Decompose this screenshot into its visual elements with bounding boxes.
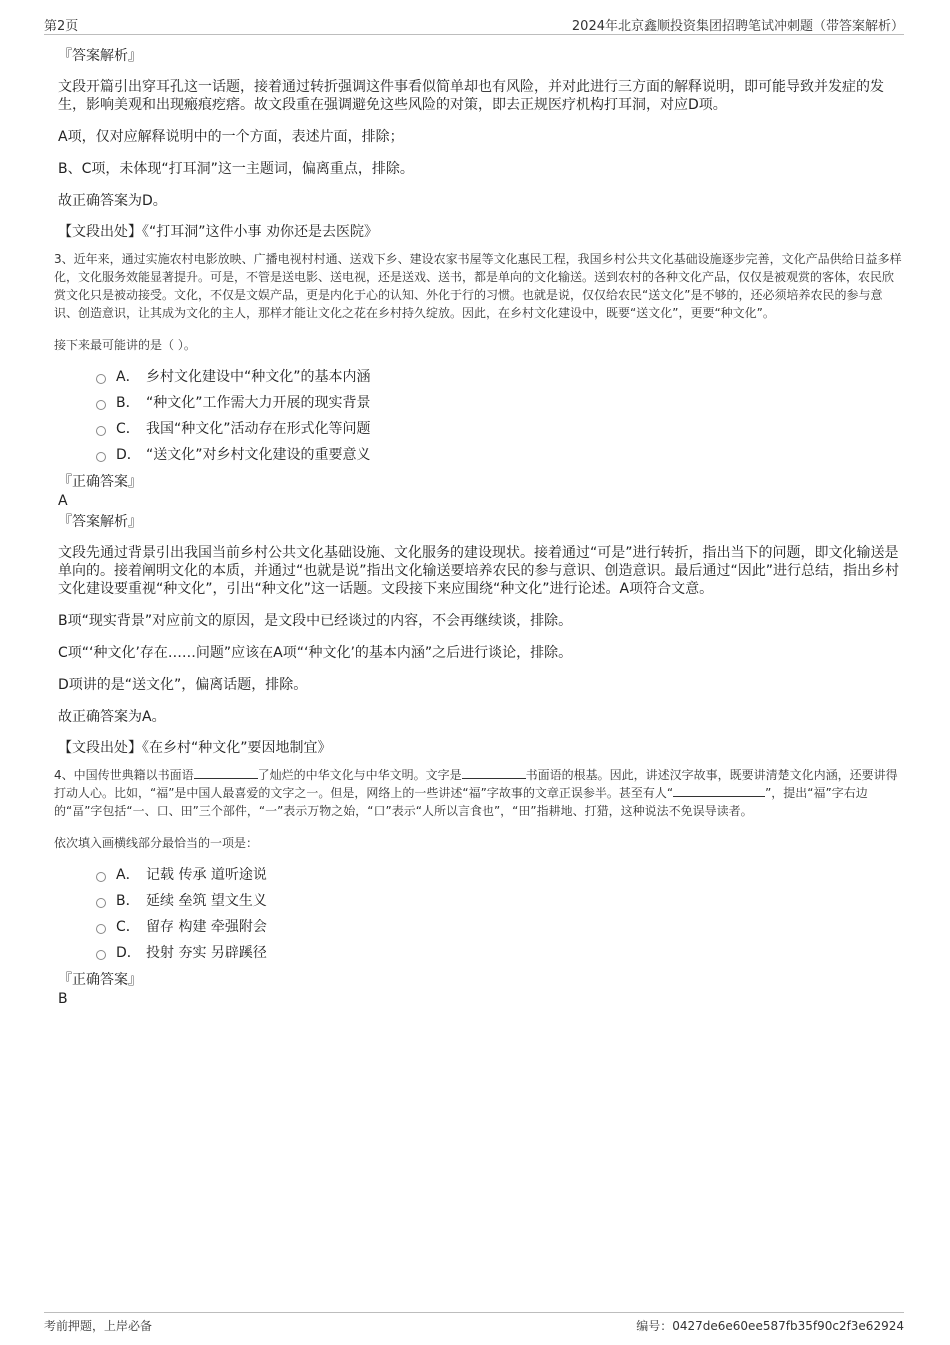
page-content — [54, 40, 902, 1008]
option-b[interactable] — [96, 888, 902, 914]
radio-icon[interactable] — [96, 426, 106, 436]
analysis-paragraph: B、C项，未体现“打耳洞”这一主题词，偏离重点，排除。 — [58, 161, 414, 177]
question-3-text: 3、近年来，通过实施农村电影放映、广播电视村村通、送戏下乡、建设农家书屋等文化惠民工程，我国乡村公共文化基础设施逐步完善，文化产品供给日益多样化，文化服务效能显著提升。可是，不管是送电影、送电视，还是送戏、送书，都是单向的文化输送。送到农村的各种文化产品，仅仅是被观赏的客体，农民欣赏文化只是被动接受。文化，不仅是文娱产品，更是内化于心的认知、外化于行的习惯。也就是说，仅仅给农民“送文化”是不够的，还必须培养农民的参与意识、创造意识，让其成为文化的主人，那样才能让文化之花在乡村持久绽放。因此，在乡村文化建设中，既要“送文化”，更要“种文化”。 — [54, 252, 902, 320]
analysis-paragraph: A项，仅对应解释说明中的一个方面，表述片面，排除； — [58, 129, 404, 145]
question-4-options — [96, 862, 902, 966]
radio-icon[interactable] — [96, 452, 106, 462]
option-text: 留存 构建 牵强附会 — [146, 919, 267, 935]
radio-icon[interactable] — [96, 898, 106, 908]
radio-icon[interactable] — [96, 950, 106, 960]
option-text: 我国“种文化”活动存在形式化等问题 — [146, 421, 371, 437]
option-c[interactable] — [96, 416, 902, 442]
option-letter: A． — [116, 369, 140, 385]
option-text: “种文化”工作需大力开展的现实背景 — [146, 395, 371, 411]
option-letter: A． — [116, 867, 140, 883]
analysis-paragraph: 故正确答案为D。 — [58, 193, 167, 209]
blank-1 — [194, 766, 258, 779]
question-3-options — [96, 364, 902, 468]
passage-source: 【文段出处】《在乡村“种文化”要因地制宜》 — [58, 740, 332, 756]
correct-answer: B — [58, 991, 68, 1007]
passage-source: 【文段出处】《“打耳洞”这件小事 劝你还是去医院》 — [58, 224, 378, 240]
option-text: 乡村文化建设中“种文化”的基本内涵 — [146, 369, 371, 385]
correct-answer-label: 『正确答案』 — [58, 474, 142, 490]
footer-slogan: 考前押题，上岸必备 — [44, 1319, 153, 1333]
analysis-paragraph: 故正确答案为A。 — [58, 709, 166, 725]
page-footer — [44, 1312, 904, 1335]
page-header — [44, 14, 904, 35]
question-3-prompt: 接下来最可能讲的是（ ）。 — [54, 338, 196, 352]
radio-icon[interactable] — [96, 374, 106, 384]
option-a[interactable] — [96, 364, 902, 390]
option-letter: B． — [116, 893, 140, 909]
blank-2 — [462, 766, 526, 779]
option-b[interactable] — [96, 390, 902, 416]
option-d[interactable] — [96, 940, 902, 966]
option-text: “送文化”对乡村文化建设的重要意义 — [146, 447, 371, 463]
document-title: 2024年北京鑫顺投资集团招聘笔试冲刺题（带答案解析） — [571, 19, 904, 34]
option-text: 延续 垒筑 望文生义 — [146, 893, 267, 909]
analysis-label: 『答案解析』 — [58, 48, 142, 64]
page-number: 第2页 — [44, 19, 79, 34]
analysis-paragraph: D项讲的是“送文化”，偏离话题，排除。 — [58, 677, 308, 693]
analysis-paragraph: 文段开篇引出穿耳孔这一话题，接着通过转折强调这件事看似简单却也有风险，并对此进行三方面的解释说明，即可能导致并发症的发生，影响美观和出现瘢痕疙瘩。故文段重在强调避免这些风险的对策，即去正规医疗机构打耳洞，对应D项。 — [58, 79, 884, 113]
question-4-segment: 书面语的根基。因此，讲述汉字故事，既要讲清楚文化内涵，还要讲得打动人心。比如，“福”是中国人最喜爱的文字之一。但是，网络上的一些讲述“福”字故事的文章正误参半。甚至有人“ — [54, 768, 898, 800]
document-id: 编号：0427de6e60ee587fb35f90c2f3e62924 — [636, 1319, 904, 1333]
question-4-prompt: 依次填入画横线部分最恰当的一项是： — [54, 836, 259, 850]
option-letter: D． — [116, 447, 141, 463]
analysis-paragraph: B项“现实背景”对应前文的原因，是文段中已经谈过的内容，不会再继续谈，排除。 — [58, 613, 573, 629]
correct-answer: A — [58, 493, 68, 509]
question-4-segment: ”，提出“福”字右边的“畐”字包括“一、口、田”三个部件，“一”表示万物之始，“口”表示“人所以言食也”，“田”指耕地、打猎，这种说法不免误导读者。 — [54, 786, 868, 818]
question-4-text — [54, 766, 902, 820]
analysis-paragraph: 文段先通过背景引出我国当前乡村公共文化基础设施、文化服务的建设现状。接着通过“可是”进行转折，指出当下的问题，即文化输送是单向的。接着阐明文化的本质，并通过“也就是说”指出文化输送要培养农民的参与意识、创造意识。最后通过“因此”进行总结，指出乡村文化建设要重视“种文化”，引出“种文化”这一话题。文段接下来应围绕“种文化”进行论述。A项符合文意。 — [58, 545, 900, 597]
option-letter: C． — [116, 919, 140, 935]
correct-answer-label: 『正确答案』 — [58, 972, 142, 988]
option-letter: C． — [116, 421, 140, 437]
analysis-paragraph: C项“‘种文化’存在……问题”应该在A项“‘种文化’的基本内涵”之后进行谈论，排除。 — [58, 645, 573, 661]
option-text: 记载 传承 道听途说 — [146, 867, 267, 883]
radio-icon[interactable] — [96, 400, 106, 410]
option-d[interactable] — [96, 442, 902, 468]
option-letter: B． — [116, 395, 140, 411]
radio-icon[interactable] — [96, 924, 106, 934]
question-4-segment: 4、中国传世典籍以书面语 — [54, 768, 194, 782]
option-c[interactable] — [96, 914, 902, 940]
question-4-segment: 了灿烂的中华文化与中华文明。文字是 — [257, 768, 462, 782]
option-letter: D． — [116, 945, 141, 961]
analysis-label: 『答案解析』 — [58, 514, 142, 530]
option-a[interactable] — [96, 862, 902, 888]
radio-icon[interactable] — [96, 872, 106, 882]
option-text: 投射 夯实 另辟蹊径 — [146, 945, 267, 961]
blank-3 — [673, 784, 765, 797]
